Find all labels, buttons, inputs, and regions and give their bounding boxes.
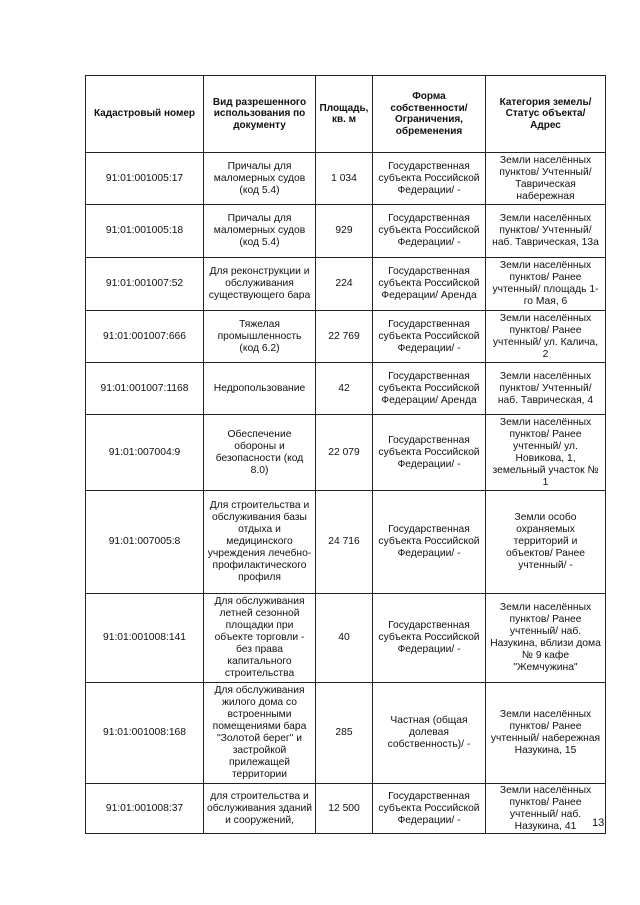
cadastral-number-cell: 91:01:001007:52 (86, 258, 204, 311)
permitted-use-cell: Причалы для маломерных судов (код 5.4) (204, 153, 316, 205)
land-category-cell: Земли населённых пунктов/ Ранее учтенный/ ул. Новикова, 1, земельный участок № 1 (486, 415, 606, 491)
ownership-cell: Государственная субъекта Российской Федерации/ - (373, 153, 486, 205)
ownership-cell: Государственная субъекта Российской Федерации/ - (373, 311, 486, 363)
area-cell: 929 (316, 205, 373, 258)
permitted-use-cell: Для реконструкции и обслуживания существующего бара (204, 258, 316, 311)
table-header-row (86, 76, 606, 153)
table-row (86, 258, 606, 311)
ownership-cell: Государственная субъекта Российской Федерации/ - (373, 784, 486, 834)
cadastral-number-cell: 91:01:001008:168 (86, 683, 204, 784)
header-permitted-use: Вид разрешенного использования по документу (204, 76, 316, 153)
cadastral-number-cell: 91:01:007004:9 (86, 415, 204, 491)
table-row (86, 415, 606, 491)
area-cell: 224 (316, 258, 373, 311)
land-category-cell: Земли населённых пунктов/ Ранее учтенный/ площадь 1-го Мая, 6 (486, 258, 606, 311)
area-cell: 1 034 (316, 153, 373, 205)
table-row (86, 594, 606, 683)
cadastral-number-cell: 91:01:001007:666 (86, 311, 204, 363)
area-cell: 40 (316, 594, 373, 683)
area-cell: 12 500 (316, 784, 373, 834)
ownership-cell: Государственная субъекта Российской Федерации/ - (373, 205, 486, 258)
permitted-use-cell: для строительства и обслуживания зданий и сооружений, (204, 784, 316, 834)
cadastral-number-cell: 91:01:001007:1168 (86, 363, 204, 415)
permitted-use-cell: Для строительства и обслуживания базы отдыха и медицинского учреждения лечебно-профилактического профиля (204, 491, 316, 594)
land-category-cell: Земли населённых пунктов/ Ранее учтенный/ наб. Назукина, вблизи дома № 9 кафе "Жемчужина" (486, 594, 606, 683)
cadastral-number-cell: 91:01:001005:18 (86, 205, 204, 258)
ownership-cell: Государственная субъекта Российской Федерации/ Аренда (373, 363, 486, 415)
cadastral-number-cell: 91:01:001008:141 (86, 594, 204, 683)
land-category-cell: Земли населённых пунктов/ Ранее учтенный/ наб. Назукина, 41 (486, 784, 606, 834)
header-ownership: Форма собственности/ Ограничения, обременения (373, 76, 486, 153)
cadastral-number-cell: 91:01:007005:8 (86, 491, 204, 594)
table-row (86, 153, 606, 205)
table-row (86, 311, 606, 363)
table-row (86, 205, 606, 258)
area-cell: 42 (316, 363, 373, 415)
area-cell: 22 079 (316, 415, 373, 491)
permitted-use-cell: Причалы для маломерных судов (код 5.4) (204, 205, 316, 258)
page-number: 13 (592, 817, 605, 829)
permitted-use-cell: Для обслуживания жилого дома со встроенными помещениями бара "Золотой берег" и застройкой прилежащей территории (204, 683, 316, 784)
permitted-use-cell: Для обслуживания летней сезонной площадки при объекте торговли - без права капитального строительства (204, 594, 316, 683)
ownership-cell: Государственная субъекта Российской Федерации/ - (373, 594, 486, 683)
cadastral-table (85, 75, 606, 834)
permitted-use-cell: Тяжелая промышленность (код 6.2) (204, 311, 316, 363)
land-category-cell: Земли особо охраняемых территорий и объектов/ Ранее учтенный/ - (486, 491, 606, 594)
land-category-cell: Земли населённых пунктов/ Учтенный/ Таврическая набережная (486, 153, 606, 205)
table-row (86, 784, 606, 834)
ownership-cell: Государственная субъекта Российской Федерации/ Аренда (373, 258, 486, 311)
land-category-cell: Земли населённых пунктов/ Учтенный/ наб. Таврическая, 4 (486, 363, 606, 415)
header-cadastral-number: Кадастровый номер (86, 76, 204, 153)
land-category-cell: Земли населённых пунктов/ Учтенный/ наб. Таврическая, 13а (486, 205, 606, 258)
permitted-use-cell: Недропользование (204, 363, 316, 415)
header-land-category: Категория земель/ Статус объекта/ Адрес (486, 76, 606, 153)
area-cell: 24 716 (316, 491, 373, 594)
table-row (86, 491, 606, 594)
permitted-use-cell: Обеспечение обороны и безопасности (код 8.0) (204, 415, 316, 491)
ownership-cell: Государственная субъекта Российской Федерации/ - (373, 415, 486, 491)
table-row (86, 683, 606, 784)
ownership-cell: Частная (общая долевая собственность)/ - (373, 683, 486, 784)
ownership-cell: Государственная субъекта Российской Федерации/ - (373, 491, 486, 594)
area-cell: 285 (316, 683, 373, 784)
land-category-cell: Земли населённых пунктов/ Ранее учтенный/ набережная Назукина, 15 (486, 683, 606, 784)
area-cell: 22 769 (316, 311, 373, 363)
land-category-cell: Земли населённых пунктов/ Ранее учтенный/ ул. Калича, 2 (486, 311, 606, 363)
table-row (86, 363, 606, 415)
cadastral-number-cell: 91:01:001008:37 (86, 784, 204, 834)
header-area: Площадь, кв. м (316, 76, 373, 153)
cadastral-number-cell: 91:01:001005:17 (86, 153, 204, 205)
